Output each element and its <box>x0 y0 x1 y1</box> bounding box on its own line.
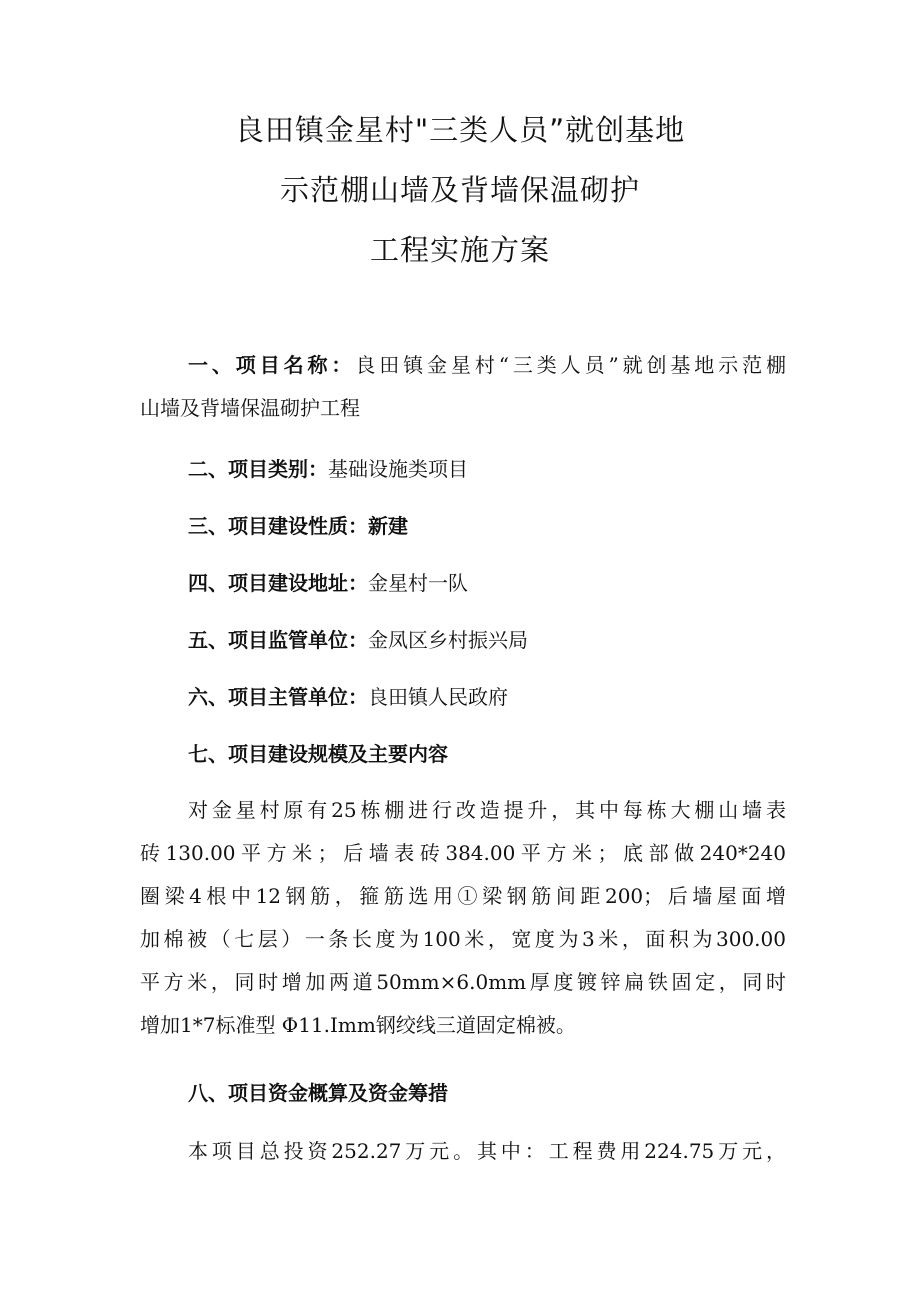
section-project-address <box>140 562 786 605</box>
content-line-6: 增加1*7标准型 Φ11.Imm钢绞线三道固定棉被。 <box>140 1013 576 1037</box>
section-value: 金星村一队 <box>368 571 468 595</box>
content-line-4: 加棉被（七层）一条长度为100米，宽度为3米，面积为300.00 <box>140 927 786 951</box>
section-supervising-unit <box>140 619 786 662</box>
document-title-line-1: 良田镇金星村"三类人员”就创基地 <box>234 113 686 147</box>
section-value: 良田镇金星村“三类人员”就创基地示范棚 <box>355 353 787 377</box>
content-line-1: 对金星村原有25栋棚进行改造提升，其中每栋大棚山墙表 <box>188 798 786 822</box>
section-value: 良田镇人民政府 <box>368 685 508 709</box>
section-heading: 二、项目类别： <box>188 457 328 481</box>
section-heading: 一、项目名称： <box>188 353 356 377</box>
section-project-nature <box>140 505 786 548</box>
section-scale-content <box>140 789 786 1047</box>
section-project-name-line-2: 山墙及背墙保温砌护工程 <box>140 396 360 420</box>
section-funding-content <box>140 1130 786 1173</box>
content-line-2: 砖130.00平方米；后墙表砖384.00平方米；底部做240*240 <box>140 841 786 865</box>
document-title-line-3: 工程实施方案 <box>369 233 550 267</box>
section-value: 金凤区乡村振兴局 <box>368 628 528 652</box>
section-project-name-line-1 <box>140 344 786 387</box>
document-title-line-2: 示范棚山墙及背墙保温砌护 <box>279 173 640 207</box>
section-competent-unit <box>140 676 786 719</box>
section-value: 基础设施类项目 <box>328 457 468 481</box>
funding-line-1: 本项目总投资252.27万元。其中：工程费用224.75万元， <box>188 1139 786 1163</box>
section-scale-heading <box>140 733 786 776</box>
section-project-category <box>140 448 786 491</box>
content-line-5: 平方米，同时增加两道50mm×6.0mm厚度镀锌扁铁固定，同时 <box>140 970 786 994</box>
section-funding-heading <box>140 1072 786 1115</box>
section-heading: 四、项目建设地址： <box>188 571 368 595</box>
section-heading: 六、项目主管单位： <box>188 685 368 709</box>
section-project-name <box>140 344 786 430</box>
section-heading: 三、项目建设性质：新建 <box>188 514 408 538</box>
content-line-3: 圈梁4根中12钢筋，箍筋选用①梁钢筋间距200；后墙屋面增 <box>140 884 786 908</box>
section-heading: 八、项目资金概算及资金筹措 <box>188 1081 448 1105</box>
section-heading: 七、项目建设规模及主要内容 <box>188 742 448 766</box>
section-heading: 五、项目监管单位： <box>188 628 368 652</box>
